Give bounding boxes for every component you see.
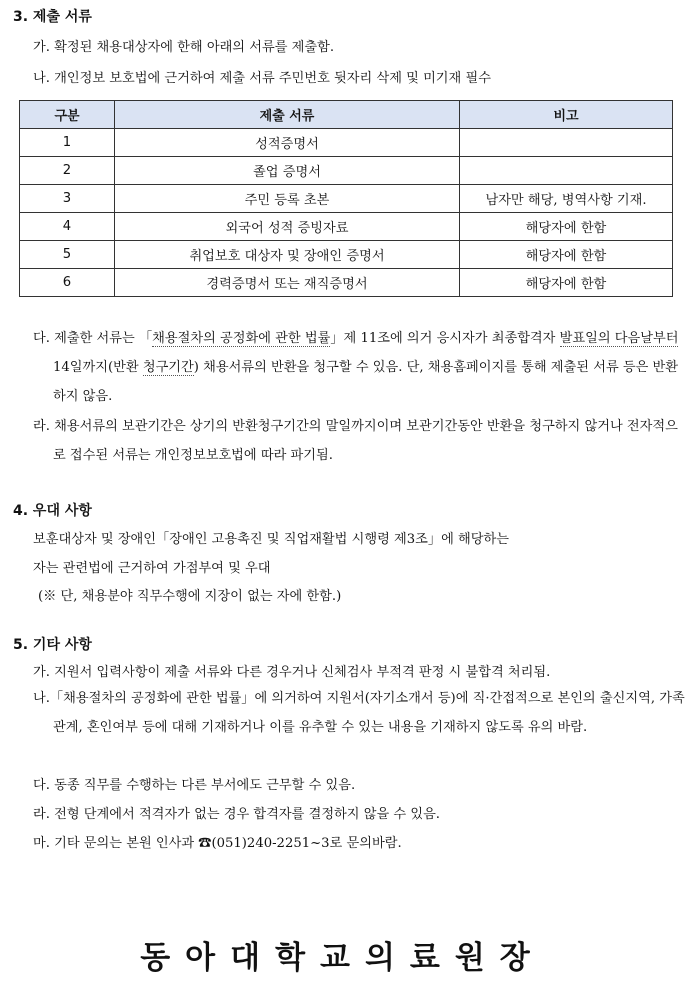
row-remark	[460, 157, 673, 185]
row-document: 외국어 성적 증빙자료	[115, 213, 460, 241]
row-document: 성적증명서	[115, 129, 460, 157]
section-3-heading: 3. 제출 서류	[13, 9, 92, 25]
section-4-line-1: 보훈대상자 및 장애인「장애인 고용촉진 및 직업재활법 시행령 제3조」에 해당하는	[33, 532, 509, 547]
row-number: 5	[20, 241, 115, 269]
law-name: 채용절차의 공정화에 관한 법률	[152, 331, 331, 346]
table-row	[20, 241, 673, 269]
row-number: 6	[20, 269, 115, 297]
table-row	[20, 157, 673, 185]
announcement-date: 발표일의 다음날부터	[559, 331, 679, 346]
row-document: 졸업 증명서	[115, 157, 460, 185]
section-3-item-ga: 가. 확정된 채용대상자에 한해 아래의 서류를 제출함.	[33, 40, 335, 55]
row-remark	[460, 129, 673, 157]
row-document: 취업보호 대상자 및 장애인 증명서	[115, 241, 460, 269]
section-3-item-na: 나. 개인정보 보호법에 근거하여 제출 서류 주민번호 뒷자리 삭제 및 미기재 필수	[33, 71, 491, 86]
claim-period: 청구기간	[142, 360, 194, 375]
submission-documents-table	[19, 100, 673, 297]
row-remark: 해당자에 한함	[460, 241, 673, 269]
section-4-heading: 4. 우대 사항	[13, 503, 92, 519]
row-number: 2	[20, 157, 115, 185]
table-header-row	[20, 101, 673, 129]
table-row	[20, 269, 673, 297]
row-number: 1	[20, 129, 115, 157]
row-document: 주민 등록 초본	[115, 185, 460, 213]
header-category: 구분	[20, 101, 115, 129]
section-5-heading: 5. 기타 사항	[13, 637, 92, 653]
table-row	[20, 129, 673, 157]
row-remark: 남자만 해당, 병역사항 기재.	[460, 185, 673, 213]
section-5-item-ra: 라. 전형 단계에서 적격자가 없는 경우 합격자를 결정하지 않을 수 있음.	[33, 807, 440, 822]
row-number: 4	[20, 213, 115, 241]
section-5-item-ga: 가. 지원서 입력사항이 제출 서류와 다른 경우거나 신체검사 부적격 판정 시 불합격 처리됨.	[33, 665, 551, 680]
row-remark: 해당자에 한함	[460, 213, 673, 241]
section-4-line-2: 자는 관련법에 근거하여 가점부여 및 우대	[33, 561, 271, 576]
row-number: 3	[20, 185, 115, 213]
item-da-mid2: 14일까지(반환	[53, 360, 143, 375]
section-3-item-ra: 라. 채용서류의 보관기간은 상기의 반환청구기간의 말일까지이며 보관기간동안 반환을 청구하지 않거나 전자적으로 접수된 서류는 개인정보보호법에 따라 파기됨.	[33, 419, 678, 463]
item-da-prefix: 다. 제출한 서류는 「	[33, 331, 153, 346]
section-4-note: (※ 단, 채용분야 직무수행에 지장이 없는 자에 한함.)	[38, 589, 342, 604]
section-3-item-da	[33, 324, 685, 411]
item-da-mid1: 」제 11조에 의거 응시자가 최종합격자	[330, 331, 560, 346]
header-remarks: 비고	[460, 101, 673, 129]
section-5-item-ma: 마. 기타 문의는 본원 인사과 ☎(051)240-2251~3로 문의바람.	[33, 836, 402, 851]
section-5-item-na: 나.「채용절차의 공정화에 관한 법률」에 의거하여 지원서(자기소개서 등)에 직·간접적으로 본인의 출신지역, 가족관계, 혼인여부 등에 대해 기재하거나 이를 유추할 수 있는 내용을 기재하지 않도록 유의 바람.	[33, 691, 685, 735]
hospital-director-signature: 동아대학교의료원장	[140, 940, 545, 976]
table-row	[20, 213, 673, 241]
item-da-suffix: ) 채용서류의 반환을 청구할 수 있음. 단, 채용홈페이지를 통해 제출된 서류 등은 반환하지 않음.	[53, 360, 679, 404]
section-5-item-da: 다. 동종 직무를 수행하는 다른 부서에도 근무할 수 있음.	[33, 778, 356, 793]
row-remark: 해당자에 한함	[460, 269, 673, 297]
row-document: 경력증명서 또는 재직증명서	[115, 269, 460, 297]
table-row	[20, 185, 673, 213]
header-documents: 제출 서류	[115, 101, 460, 129]
